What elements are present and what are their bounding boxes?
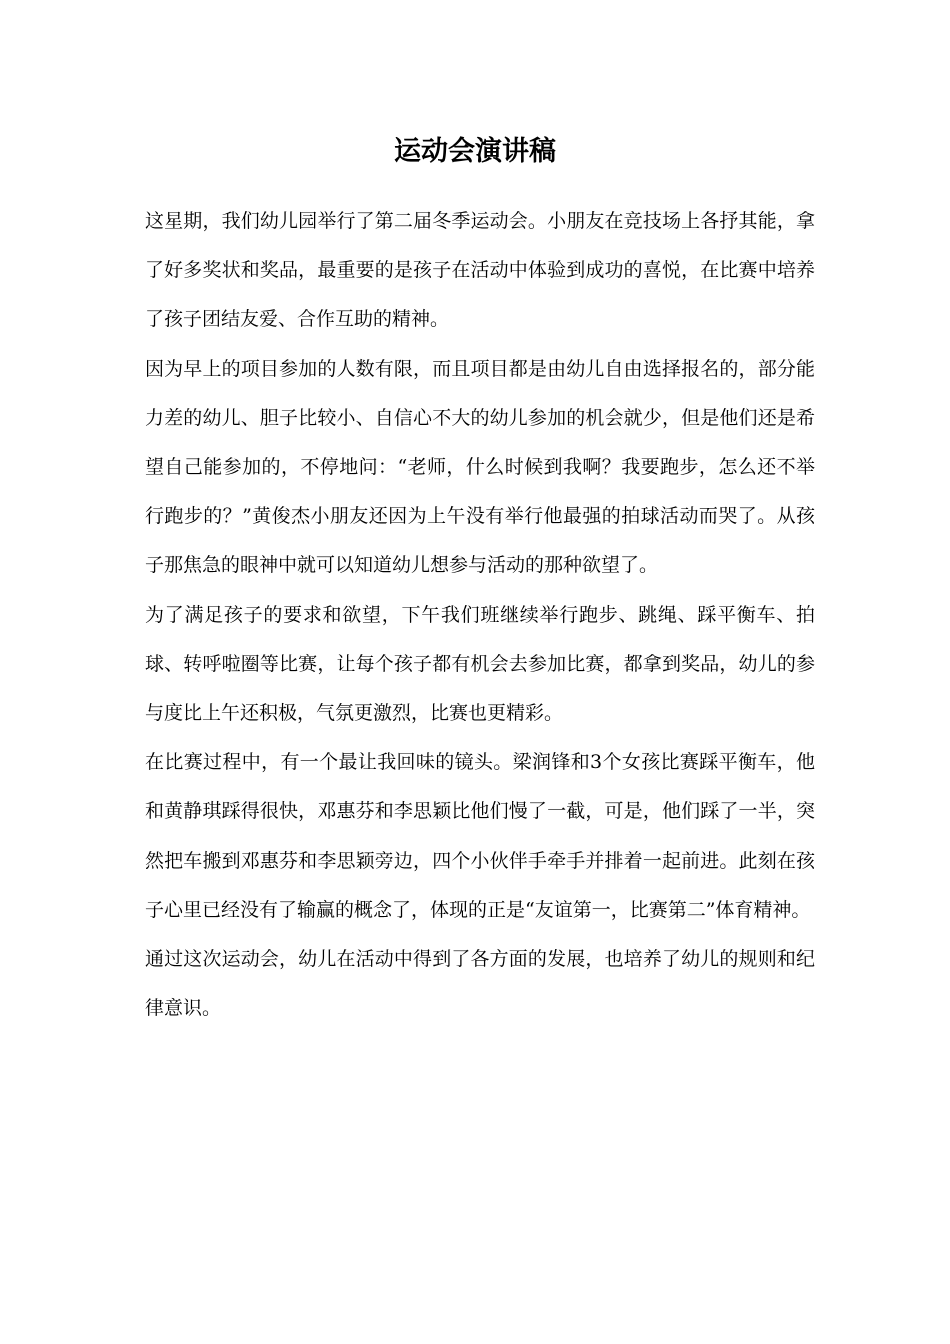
document-body: [145, 197, 815, 1033]
paragraph-2: 因为早上的项目参加的人数有限，而且项目都是由幼儿自由选择报名的，部分能力差的幼儿、胆子比较小、自信心不大的幼儿参加的机会就少，但是他们还是希望自己能参加的，不停地问：“老师，什么时候到我啊？我要跑步，怎么还不举行跑步的？”黄俊杰小朋友还因为上午没有举行他最强的拍球活动而哭了。从孩子那焦急的眼神中就可以知道幼儿想参与活动的那种欲望了。: [145, 357, 815, 577]
document-title: 运动会演讲稿: [394, 136, 556, 167]
paragraph-3: 为了满足孩子的要求和欲望，下午我们班继续举行跑步、跳绳、踩平衡车、拍球、转呼啦圈等比赛，让每个孩子都有机会去参加比赛，都拿到奖品，幼儿的参与度比上午还积极，气氛更激烈，比赛也更精彩。: [145, 603, 815, 725]
paragraph-1: 这星期，我们幼儿园举行了第二届冬季运动会。小朋友在竞技场上各抒其能，拿了好多奖状和奖品，最重要的是孩子在活动中体验到成功的喜悦，在比赛中培养了孩子团结友爱、合作互助的精神。: [145, 210, 815, 331]
paragraph-5: 通过这次运动会，幼儿在活动中得到了各方面的发展，也培养了幼儿的规则和纪律意识。: [145, 948, 815, 1020]
paragraph-4: 在比赛过程中，有一个最让我回味的镜头。梁润锋和3个女孩比赛踩平衡车，他和黄静琪踩得很快，邓惠芬和李思颖比他们慢了一截，可是，他们踩了一半，突然把车搬到邓惠芬和李思颖旁边，四个小伙伴手牵手并排着一起前进。此刻在孩子心里已经没有了输赢的概念了，体现的正是“友谊第一，比赛第二”体育精神。: [145, 751, 815, 921]
